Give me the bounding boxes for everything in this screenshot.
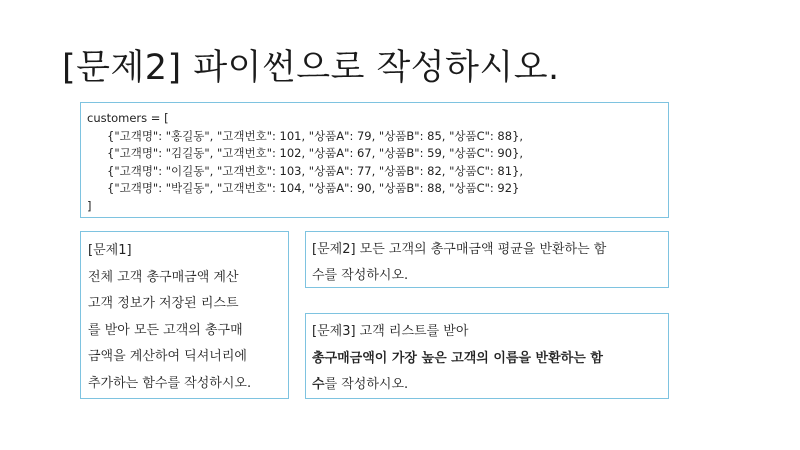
problem-3-text-line [312,372,664,399]
problem-3-box [305,313,669,399]
problem-2-box [305,231,669,288]
problem-1-text-line: 금액을 계산하여 딕셔너리에 [88,349,247,364]
page-title: [문제2] 파이썬으로 작성하시오. [62,48,560,88]
code-block [80,102,669,218]
code-line-close: ] [87,198,92,213]
problem-3-heading: [문제3] 고객 리스트를 받아 [312,324,469,339]
code-line-customer-2: {"고객명": "김길동", "고객번호": 102, "상품A": 67, "상품B": 59, "상품C": 90}, [107,146,524,160]
problem-2-text-line: 수를 작성하시오. [312,268,409,283]
code-line-customer-3: {"고객명": "이길동", "고객번호": 103, "상품A": 77, "상품B": 82, "상품C": 81}, [107,163,524,178]
problem-3-bold-text: 총구매금액이 가장 높은 고객의 이름을 반환하는 함 [312,350,603,366]
code-line-open: customers = [ [87,111,169,125]
problem-1-text-line: 전체 고객 총구매금액 계산 [88,269,239,285]
problem-1-box [80,231,289,399]
problem-2-text-line: [문제2] 모든 고객의 총구매금액 평균을 반환하는 함 [312,242,607,257]
problem-1-text-line: 추가하는 함수를 작성하시오. [88,375,252,391]
problem-1-text-line: 를 받아 모든 고객의 총구매 [88,322,243,338]
code-line-customer-4: {"고객명": "박길동", "고객번호": 104, "상품A": 90, "상품B": 88, "상품C": 92} [107,181,520,195]
problem-1-heading: [문제1] [88,243,132,258]
code-line-customer-1: {"고객명": "홍길동", "고객번호": 101, "상품A": 79, "상품B": 85, "상품C": 88}, [107,128,524,143]
problem-3-rest-text: 를 작성하시오. [324,377,409,392]
problem-3-bold-char: 수 [312,377,325,392]
problem-1-text-line: 고객 정보가 저장된 리스트 [88,296,239,311]
